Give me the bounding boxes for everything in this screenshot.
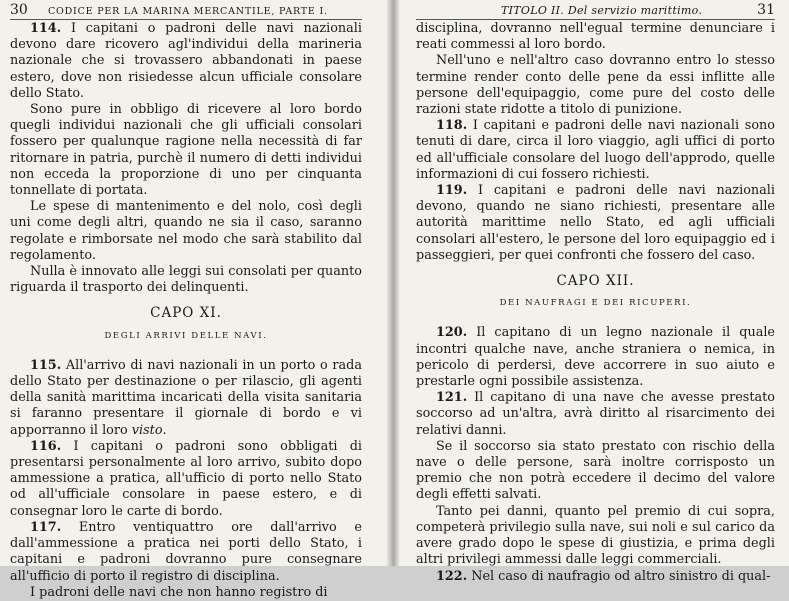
- article-121: [416, 390, 775, 439]
- paragraph-tail: .: [162, 422, 167, 438]
- paragraph: [10, 102, 362, 199]
- article-number: 116.: [30, 438, 62, 454]
- left-page: [0, 0, 392, 600]
- paragraph-text: disciplina, dovranno nell'egual termine denunciare i reati commessi al loro bordo.: [416, 21, 775, 53]
- right-page-text: [416, 21, 775, 585]
- paragraph-text: All'arrivo di navi nazionali in un porto o rada dello Stato per destinazione o per rilascio, gli agenti della sanità marittima incaricati della visita sanitaria si faranno presentare il giornale di bordo e vi apporranno il loro: [10, 357, 362, 438]
- paragraph-text: Il capitano di una nave che avesse prestato soccorso ad un'altra, avrà diritto al risarcimento dei relativi danni.: [416, 390, 775, 438]
- paragraph: [10, 199, 362, 264]
- paragraph-text: Nel caso di naufragio od altro sinistro di qual-: [471, 568, 771, 584]
- paragraph: [10, 264, 362, 296]
- left-running-title: CODICE PER LA MARINA MERCANTILE, PARTE I.: [47, 6, 328, 17]
- article-number: 115.: [30, 357, 62, 373]
- paragraph-text: Nulla è innovato alle leggi sui consolati per quanto riguarda il trasporto dei delinquenti.: [10, 264, 362, 296]
- paragraph-text: I capitani o padroni sono obbligati di presentarsi personalmente al loro arrivo, subito dopo ammessione a pratica, all'ufficio di porto nello Stato od all'ufficiale consolare in paese estero, e di consegnar loro le carte di bordo.: [10, 438, 362, 519]
- article-114: [10, 21, 362, 102]
- paragraph-text: Nell'uno e nell'altro caso dovranno entro lo stesso termine render conto delle pene da essi inflitte alle persone dell'equipaggio, come pure del costo delle razioni state ridotte a titolo di punizione.: [416, 53, 775, 118]
- paragraph-text: I padroni delle navi che non hanno registro di: [30, 584, 328, 600]
- paragraph: [416, 21, 775, 53]
- right-running-title: TITOLO II. Del servizio marittimo.: [501, 4, 703, 17]
- article-116: [10, 439, 362, 520]
- paragraph-text: I capitani e padroni delle navi nazionali devono, quando ne siano richiesti, presentare alle autorità marittime nello Stato, ed agli ufficiali consolari all'estero, le persone del loro equipaggio ed i passeggieri, per quei confronti che fossero del caso.: [416, 183, 775, 263]
- paragraph: [416, 53, 775, 118]
- paragraph: [416, 439, 775, 504]
- left-page-number: 30: [10, 2, 28, 18]
- paragraph-text: Entro ventiquattro ore dall'arrivo e dall'ammessione a pratica nei porti dello Stato, i capitani e padroni dovranno pure consegnare all'ufficio di porto il registro di disciplina.: [10, 519, 362, 584]
- paragraph-text: Le spese di mantenimento e del nolo, così degli uni come degli altri, quando ne sia il caso, saranno regolate e rimborsate nel modo che sarà stabilito dal regolamento.: [10, 199, 362, 263]
- right-page: [392, 0, 789, 584]
- right-page-number: 31: [757, 2, 775, 18]
- article-number: 122.: [436, 568, 468, 584]
- article-number: 121.: [436, 390, 468, 406]
- capo-xii-subtitle: DEI NAUFRAGI E DEI RICUPERI.: [499, 298, 692, 309]
- capo-xi-subtitle: DEGLI ARRIVI DELLE NAVI.: [104, 330, 268, 341]
- article-115: [10, 358, 362, 439]
- paragraph: [416, 504, 775, 569]
- article-number: 117.: [30, 519, 62, 535]
- article-number: 119.: [436, 183, 468, 199]
- article-number: 118.: [436, 118, 468, 134]
- article-119: [416, 183, 775, 264]
- paragraph: [10, 585, 362, 601]
- article-122: [416, 569, 775, 585]
- paragraph-text: Tanto pei danni, quanto pel premio di cui sopra, competerà privilegio sulla nave, sui noli e sul carico da avere grado dopo le spese di giustizia, e prima degli altri privilegi ammessi dalle leggi commerciali.: [416, 503, 775, 568]
- article-120: [416, 325, 775, 390]
- capo-xi-title: CAPO XI.: [150, 305, 222, 322]
- left-page-header: [10, 2, 362, 20]
- article-number: 114.: [30, 21, 62, 36]
- paragraph-text: Sono pure in obbligo di ricevere al loro bordo quegli individui nazionali che gli ufficiali consolari fossero per qualunque ragione nella necessità di far ritornare in patria, purchè il numero di detti individui non ecceda la proporzione di uno per cinquanta tonnellate di portata.: [10, 102, 362, 199]
- paragraph-text: Il capitano di un legno nazionale il quale incontri qualche nave, anche straniera o nemica, in pericolo di perdersi, deve accorrere in suo aiuto e prestarle ogni possibile assistenza.: [416, 325, 775, 390]
- italic-word: visto: [131, 422, 163, 438]
- capo-xii-title: CAPO XII.: [556, 273, 635, 290]
- paragraph-text: Se il soccorso sia stato prestato con rischio della nave o delle persone, sarà inoltre corrisposto un premio che non potrà eccedere il decimo del valore degli effetti salvati.: [416, 438, 775, 503]
- left-page-text: [10, 21, 362, 601]
- paragraph-text: I capitani o padroni delle navi nazionali devono dare ricovero agl'individui della marineria nazionale che si trovassero abbandonati in paese estero, dove non risiedesse alcun ufficiale consolare dello Stato.: [10, 21, 362, 101]
- article-117: [10, 520, 362, 585]
- article-number: 120.: [436, 325, 468, 341]
- article-118: [416, 118, 775, 183]
- right-page-header: [416, 2, 775, 20]
- paragraph-text: I capitani e padroni delle navi nazionali sono tenuti di dare, circa il loro viaggio, agli uffici di porto ed all'ufficiale consolare del luogo dell'approdo, quelle informazioni di cui fossero richiesti.: [416, 118, 775, 182]
